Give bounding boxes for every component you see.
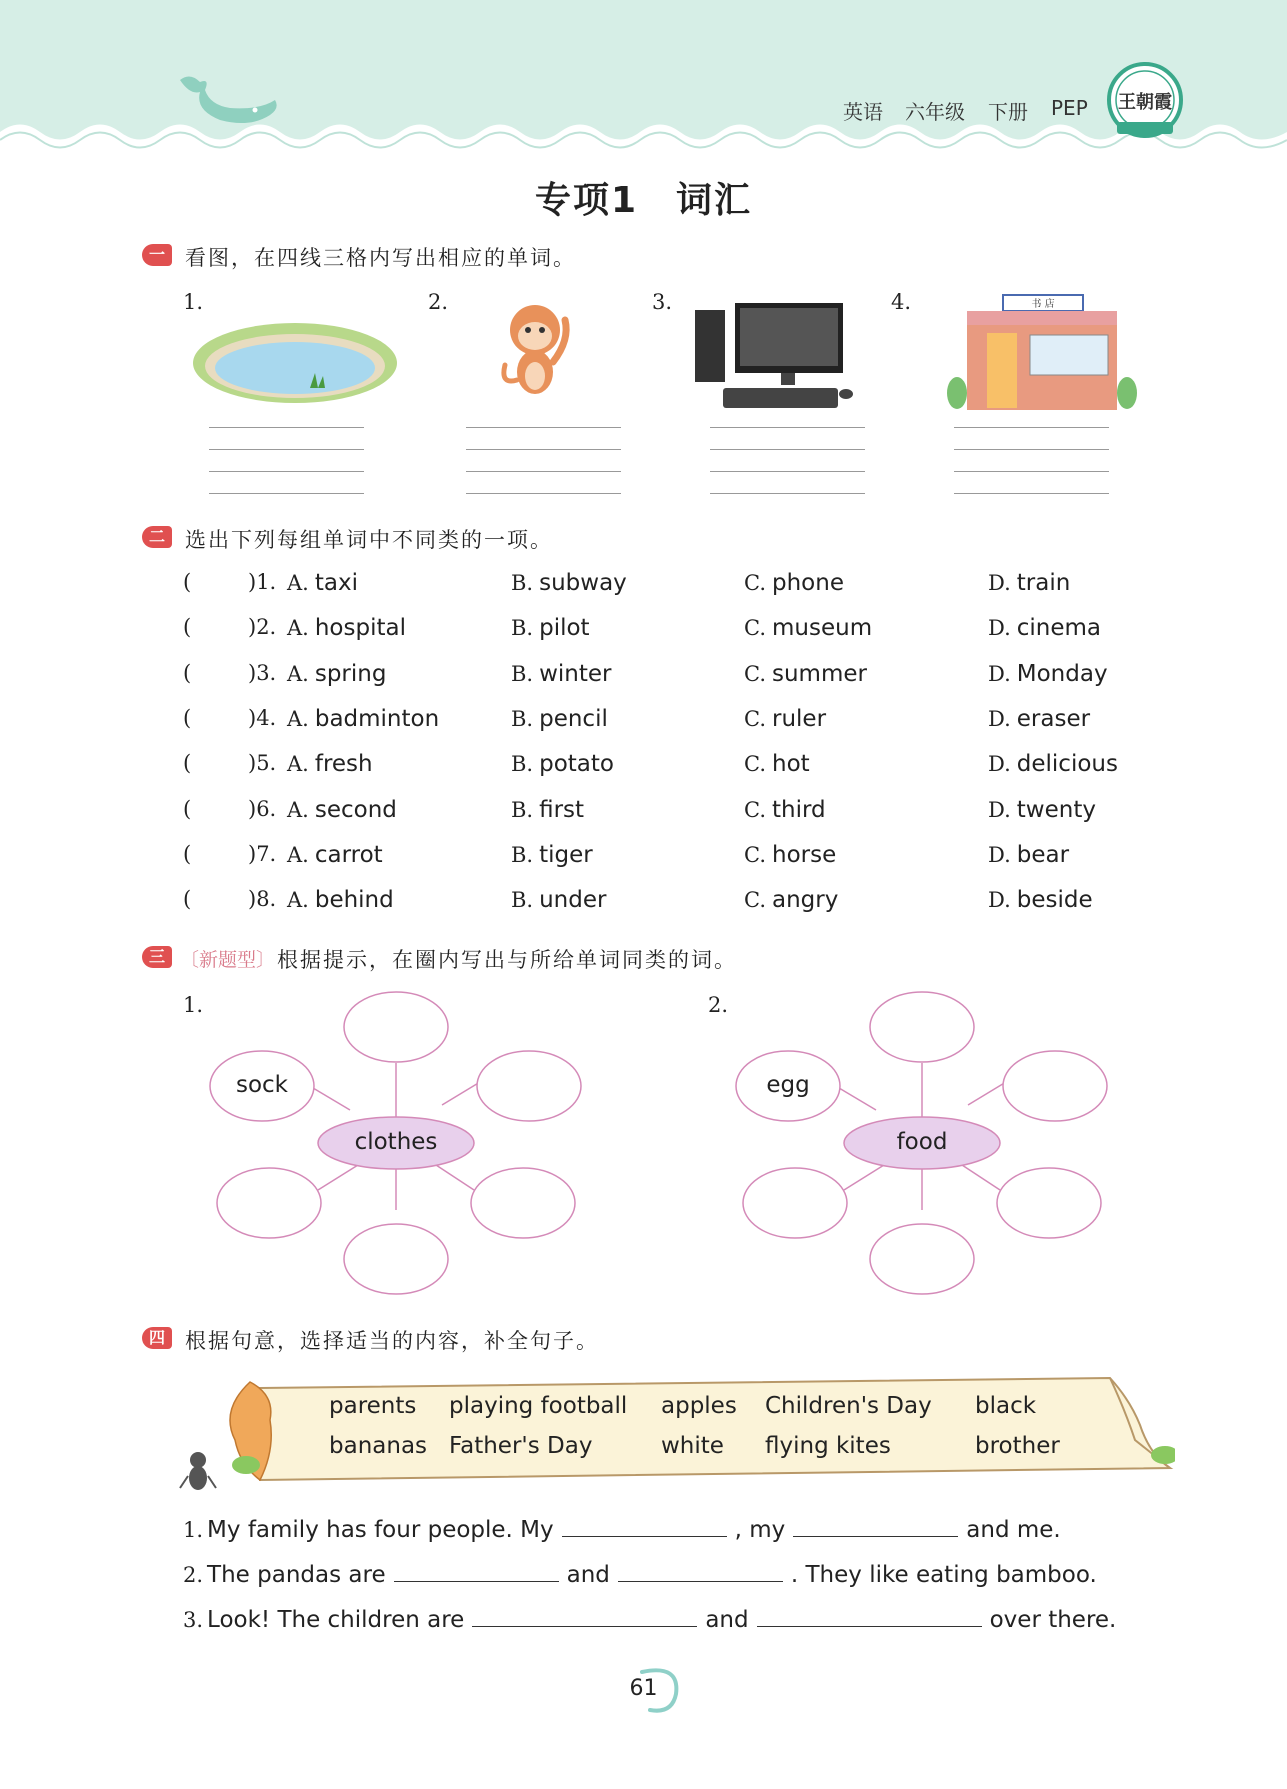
option-d[interactable] (988, 887, 1093, 913)
answer-paren: ( (183, 570, 192, 594)
option-word: second (314, 797, 397, 823)
sentence-part: . They like eating bamboo. (790, 1562, 1097, 1588)
answer-paren: ( (183, 706, 192, 730)
answer-paren: ( (183, 615, 192, 639)
option-c[interactable] (744, 887, 838, 913)
section3-instruction: 根据提示，在圈内写出与所给单词同类的词。 (277, 948, 737, 972)
map2-num: 2. (708, 993, 729, 1017)
word-bank-item: Father's Day (449, 1433, 593, 1459)
option-letter: B. (511, 752, 534, 776)
option-letter: B. (511, 888, 534, 912)
option-word: carrot (314, 842, 383, 868)
question-number: )2. (248, 615, 277, 639)
section4-badge: 四 (142, 1327, 172, 1349)
option-b[interactable] (511, 661, 612, 687)
fill-sentence (183, 1514, 1061, 1543)
question-number: )4. (248, 706, 277, 730)
map1-ellipse-right-bottom (471, 1168, 575, 1238)
sentence-number: 1. (183, 1518, 204, 1542)
option-b[interactable] (511, 797, 584, 823)
fill-sentence (183, 1559, 1097, 1588)
brand-logo (1105, 60, 1185, 140)
word-bank-item: playing football (449, 1393, 628, 1419)
answer-blank[interactable] (757, 1604, 982, 1627)
word-bank-item: black (975, 1393, 1037, 1419)
section4-instruction: 根据句意，选择适当的内容，补全句子。 (185, 1329, 599, 1353)
header-volume: 下册 (988, 100, 1028, 124)
option-d[interactable] (988, 797, 1096, 823)
option-word: eraser (1016, 706, 1091, 732)
page-number: 61 (629, 1676, 658, 1701)
option-c[interactable] (744, 661, 867, 687)
section1-item2-num: 2. (428, 290, 449, 314)
map1-center-word: clothes (354, 1129, 438, 1155)
section2-badge: 二 (142, 526, 172, 548)
option-word: fresh (314, 751, 373, 777)
answer-blank[interactable] (618, 1559, 783, 1582)
option-letter: D. (988, 798, 1011, 822)
option-letter: A. (287, 798, 309, 822)
option-b[interactable] (511, 751, 614, 777)
option-letter: A. (287, 752, 309, 776)
sentence-number: 2. (183, 1563, 204, 1587)
section1-item1-num: 1. (183, 290, 204, 314)
option-letter: D. (988, 752, 1011, 776)
word-bank-item: brother (975, 1433, 1060, 1459)
option-word: museum (772, 615, 873, 641)
lake-icon (190, 318, 400, 408)
sentence-part: My family has four people. My (207, 1517, 554, 1543)
header-subject: 英语 (843, 100, 883, 124)
monkey-icon (495, 300, 580, 410)
option-word: hospital (314, 615, 406, 641)
sentence-part: and (705, 1607, 749, 1633)
option-word: under (539, 887, 607, 913)
svg-text:书 店: 书 店 (1031, 299, 1055, 310)
option-word: hot (772, 751, 810, 777)
word-bank-item: apples (661, 1393, 737, 1419)
option-word: bear (1016, 842, 1070, 868)
option-letter: A. (287, 571, 309, 595)
sentence-part: The pandas are (207, 1562, 386, 1588)
option-c[interactable] (744, 570, 844, 596)
option-letter: D. (988, 662, 1011, 686)
answer-blank[interactable] (472, 1604, 697, 1627)
header-grade: 六年级 (905, 100, 965, 124)
option-d[interactable] (988, 706, 1090, 732)
option-word: beside (1016, 887, 1093, 913)
option-letter: C. (744, 798, 766, 822)
answer-blank[interactable] (394, 1559, 559, 1582)
option-letter: B. (511, 798, 534, 822)
option-letter: A. (287, 707, 309, 731)
option-letter: A. (287, 888, 309, 912)
question-number: )5. (248, 751, 277, 775)
ant-icon (178, 1448, 218, 1498)
option-word: behind (314, 887, 394, 913)
option-b[interactable] (511, 570, 627, 596)
option-letter: C. (744, 843, 766, 867)
option-letter: D. (988, 616, 1011, 640)
answer-paren: ( (183, 751, 192, 775)
word-bank-item: parents (329, 1393, 417, 1419)
option-word: delicious (1016, 751, 1118, 777)
option-a[interactable] (287, 615, 406, 641)
answer-blank[interactable] (562, 1514, 727, 1537)
answer-paren: ( (183, 797, 192, 821)
option-word: Monday (1016, 661, 1108, 687)
option-a[interactable] (287, 842, 383, 868)
option-word: train (1016, 570, 1071, 596)
option-d[interactable] (988, 751, 1118, 777)
option-letter: C. (744, 752, 766, 776)
option-c[interactable] (744, 706, 826, 732)
section1-badge: 一 (142, 244, 172, 266)
option-letter: D. (988, 571, 1011, 595)
option-letter: C. (744, 888, 766, 912)
writing-lines-3[interactable] (710, 427, 865, 499)
sentence-number: 3. (183, 1608, 204, 1632)
option-b[interactable] (511, 615, 590, 641)
option-a[interactable] (287, 706, 439, 732)
page-title: 专项1 词汇 (534, 180, 753, 221)
option-a[interactable] (287, 570, 358, 596)
option-word: summer (772, 661, 867, 687)
option-word: taxi (314, 570, 358, 596)
option-letter: C. (744, 662, 766, 686)
map1-ellipse-top (344, 992, 448, 1062)
option-word: subway (539, 570, 627, 596)
option-word: pencil (539, 706, 608, 732)
option-d[interactable] (988, 615, 1101, 641)
word-bank-scroll (180, 1370, 1175, 1485)
word-bank-item: Children's Day (765, 1393, 932, 1419)
map1-ellipse-left-bottom (217, 1168, 321, 1238)
question-number: )3. (248, 661, 277, 685)
option-d[interactable] (988, 661, 1108, 687)
option-a[interactable] (287, 887, 394, 913)
question-number: )7. (248, 842, 277, 866)
sentence-part: Look! The children are (207, 1607, 465, 1633)
option-word: phone (772, 570, 844, 596)
option-letter: A. (287, 662, 309, 686)
map2-center-word: food (896, 1129, 948, 1155)
map1-given-word: sock (235, 1072, 289, 1098)
option-word: twenty (1016, 797, 1096, 823)
new-question-tag: 〔新题型〕 (180, 949, 276, 971)
fill-sentence (183, 1604, 1116, 1633)
option-letter: A. (287, 616, 309, 640)
header-edition: PEP (1051, 96, 1088, 120)
section1-item3-num: 3. (652, 290, 673, 314)
bookstore-icon (945, 293, 1140, 413)
option-word: badminton (314, 706, 440, 732)
section1-item4-num: 4. (891, 290, 912, 314)
option-letter: C. (744, 571, 766, 595)
option-word: angry (772, 887, 839, 913)
whale-icon (170, 70, 290, 130)
map2-given-word: egg (766, 1072, 810, 1098)
sentence-part: over there. (989, 1607, 1117, 1633)
option-word: horse (772, 842, 837, 868)
section1-instruction: 看图，在四线三格内写出相应的单词。 (185, 246, 576, 270)
option-b[interactable] (511, 706, 608, 732)
option-c[interactable] (744, 842, 836, 868)
option-word: third (772, 797, 826, 823)
sentence-part: and me. (966, 1517, 1061, 1543)
sentence-part: and (566, 1562, 610, 1588)
option-letter: D. (988, 843, 1011, 867)
option-word: spring (314, 661, 387, 687)
option-c[interactable] (744, 751, 810, 777)
writing-lines-4[interactable] (954, 427, 1109, 499)
option-word: winter (539, 661, 612, 687)
option-word: cinema (1016, 615, 1102, 641)
option-d[interactable] (988, 842, 1069, 868)
option-d[interactable] (988, 570, 1070, 596)
option-a[interactable] (287, 797, 397, 823)
section2-instruction: 选出下列每组单词中不同类的一项。 (185, 528, 553, 552)
option-b[interactable] (511, 887, 606, 913)
option-a[interactable] (287, 661, 386, 687)
option-letter: B. (511, 662, 534, 686)
answer-paren: ( (183, 661, 192, 685)
writing-lines-1[interactable] (209, 427, 364, 499)
option-c[interactable] (744, 797, 826, 823)
option-letter: B. (511, 843, 534, 867)
map1-ellipse-bottom (344, 1224, 448, 1294)
answer-paren: ( (183, 887, 192, 911)
option-letter: B. (511, 707, 534, 731)
question-number: )8. (248, 887, 277, 911)
answer-blank[interactable] (793, 1514, 958, 1537)
option-word: ruler (772, 706, 827, 732)
answer-paren: ( (183, 842, 192, 866)
writing-lines-2[interactable] (466, 427, 621, 499)
word-bank-item: flying kites (765, 1433, 891, 1459)
option-a[interactable] (287, 751, 373, 777)
sentence-part: , my (734, 1517, 786, 1543)
question-number: )1. (248, 570, 277, 594)
computer-icon (693, 300, 858, 410)
map1-ellipse-right-top (477, 1051, 581, 1121)
option-letter: C. (744, 616, 766, 640)
svg-text:王朝霞: 王朝霞 (1118, 92, 1172, 113)
option-letter: B. (511, 571, 534, 595)
option-letter: B. (511, 616, 534, 640)
word-bank-item: white (661, 1433, 724, 1459)
option-letter: A. (287, 843, 309, 867)
word-bank-item: bananas (329, 1433, 428, 1459)
seal-icon (1105, 60, 1185, 140)
section3-badge: 三 (142, 946, 172, 968)
option-c[interactable] (744, 615, 872, 641)
option-word: tiger (539, 842, 593, 868)
map1-num: 1. (183, 993, 204, 1017)
question-number: )6. (248, 797, 277, 821)
option-b[interactable] (511, 842, 593, 868)
option-letter: D. (988, 888, 1011, 912)
option-word: potato (539, 751, 614, 777)
option-letter: D. (988, 707, 1011, 731)
option-word: first (539, 797, 585, 823)
option-word: pilot (539, 615, 590, 641)
option-letter: C. (744, 707, 766, 731)
